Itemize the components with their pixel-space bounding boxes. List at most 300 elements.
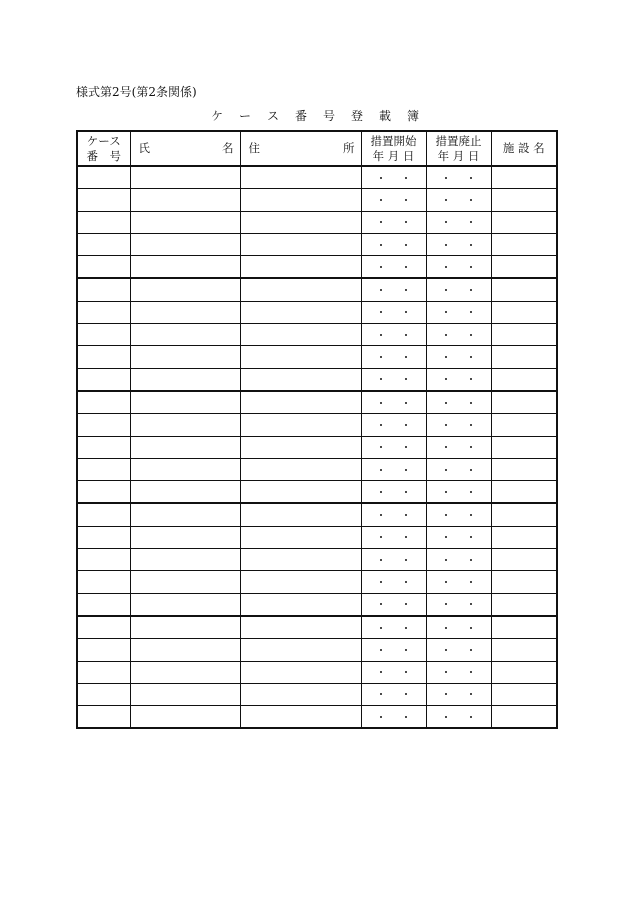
date-separator: ・ (440, 463, 452, 477)
address-cell[interactable] (240, 458, 361, 480)
register-row (77, 503, 557, 526)
start-date-cell[interactable] (361, 549, 426, 571)
document-title (0, 107, 630, 124)
date-separator: ・ (465, 171, 477, 185)
end-date-cell[interactable] (426, 683, 491, 705)
start-date-cell[interactable] (361, 211, 426, 233)
address-cell[interactable] (240, 368, 361, 391)
date-separator: ・ (400, 598, 412, 612)
date-separator: ・ (400, 193, 412, 207)
register-row (77, 233, 557, 255)
header-start-line2: 年 月 日 (372, 148, 415, 163)
facility-cell[interactable] (491, 301, 557, 323)
header-case-number (77, 131, 130, 166)
start-date-cell[interactable] (361, 503, 426, 526)
date-separator: ・ (465, 553, 477, 567)
case-number-cell[interactable] (77, 166, 130, 189)
address-cell[interactable] (240, 661, 361, 683)
case-number-cell[interactable] (77, 414, 130, 436)
name-cell[interactable] (130, 346, 240, 368)
start-date-cell[interactable] (361, 481, 426, 504)
name-cell[interactable] (130, 368, 240, 391)
start-date-cell[interactable] (361, 346, 426, 368)
date-separator: ・ (465, 216, 477, 230)
register-row (77, 639, 557, 661)
case-number-cell[interactable] (77, 683, 130, 705)
register-row (77, 616, 557, 639)
date-separator: ・ (465, 418, 477, 432)
document-title-char: 載 (379, 109, 392, 123)
start-date-cell[interactable] (361, 414, 426, 436)
name-cell[interactable] (130, 256, 240, 279)
end-date-cell[interactable] (426, 458, 491, 480)
address-cell[interactable] (240, 211, 361, 233)
end-date-cell[interactable] (426, 639, 491, 661)
date-separator: ・ (465, 351, 477, 365)
header-end-date (426, 131, 491, 166)
name-cell[interactable] (130, 549, 240, 571)
address-cell[interactable] (240, 189, 361, 211)
date-separator: ・ (375, 509, 387, 523)
date-separator: ・ (465, 260, 477, 274)
date-separator: ・ (375, 710, 387, 724)
date-separator: ・ (440, 688, 452, 702)
start-date-cell[interactable] (361, 661, 426, 683)
date-separator: ・ (375, 441, 387, 455)
start-date-cell[interactable] (361, 391, 426, 414)
address-cell[interactable] (240, 616, 361, 639)
case-number-cell[interactable] (77, 233, 130, 255)
date-separator: ・ (400, 485, 412, 499)
date-separator: ・ (440, 598, 452, 612)
case-number-cell[interactable] (77, 571, 130, 593)
end-date-cell[interactable] (426, 414, 491, 436)
date-separator: ・ (440, 328, 452, 342)
date-separator: ・ (400, 553, 412, 567)
address-cell[interactable] (240, 549, 361, 571)
facility-cell[interactable] (491, 639, 557, 661)
date-separator: ・ (375, 373, 387, 387)
date-separator: ・ (400, 710, 412, 724)
name-cell[interactable] (130, 233, 240, 255)
register-row (77, 368, 557, 391)
case-number-cell[interactable] (77, 458, 130, 480)
date-separator: ・ (400, 373, 412, 387)
register-row (77, 278, 557, 301)
name-cell[interactable] (130, 391, 240, 414)
date-separator: ・ (465, 621, 477, 635)
facility-cell[interactable] (491, 661, 557, 683)
date-separator: ・ (375, 284, 387, 298)
date-separator: ・ (465, 643, 477, 657)
name-cell[interactable] (130, 639, 240, 661)
name-cell[interactable] (130, 278, 240, 301)
register-row (77, 549, 557, 571)
name-cell[interactable] (130, 481, 240, 504)
case-number-cell[interactable] (77, 346, 130, 368)
name-cell[interactable] (130, 706, 240, 729)
document-title-char: ー (238, 109, 251, 123)
case-number-cell[interactable] (77, 278, 130, 301)
name-cell[interactable] (130, 661, 240, 683)
register-row (77, 189, 557, 211)
end-date-cell[interactable] (426, 256, 491, 279)
end-date-cell[interactable] (426, 436, 491, 458)
case-number-cell[interactable] (77, 301, 130, 323)
address-cell[interactable] (240, 503, 361, 526)
document-title-char: 登 (351, 109, 364, 123)
name-cell[interactable] (130, 301, 240, 323)
document-title-char: ス (266, 109, 279, 123)
facility-cell[interactable] (491, 166, 557, 189)
register-row (77, 683, 557, 705)
register-row (77, 458, 557, 480)
end-date-cell[interactable] (426, 346, 491, 368)
name-cell[interactable] (130, 211, 240, 233)
date-separator: ・ (375, 531, 387, 545)
case-number-cell[interactable] (77, 616, 130, 639)
date-separator: ・ (440, 621, 452, 635)
date-separator: ・ (465, 598, 477, 612)
name-cell[interactable] (130, 414, 240, 436)
start-date-cell[interactable] (361, 436, 426, 458)
facility-cell[interactable] (491, 706, 557, 729)
register-row (77, 593, 557, 616)
register-row (77, 324, 557, 346)
name-cell[interactable] (130, 324, 240, 346)
date-separator: ・ (400, 306, 412, 320)
name-cell[interactable] (130, 683, 240, 705)
date-separator: ・ (440, 666, 452, 680)
case-number-cell[interactable] (77, 549, 130, 571)
header-row (77, 131, 557, 166)
facility-cell[interactable] (491, 683, 557, 705)
address-cell[interactable] (240, 166, 361, 189)
date-separator: ・ (440, 553, 452, 567)
register-row (77, 436, 557, 458)
register-row (77, 481, 557, 504)
start-date-cell[interactable] (361, 683, 426, 705)
end-date-cell[interactable] (426, 593, 491, 616)
date-separator: ・ (375, 238, 387, 252)
header-name-left: 氏 (138, 141, 150, 155)
date-separator: ・ (400, 575, 412, 589)
case-number-cell[interactable] (77, 639, 130, 661)
facility-cell[interactable] (491, 233, 557, 255)
facility-cell[interactable] (491, 593, 557, 616)
case-number-cell[interactable] (77, 436, 130, 458)
date-separator: ・ (465, 575, 477, 589)
end-date-cell[interactable] (426, 278, 491, 301)
start-date-cell[interactable] (361, 233, 426, 255)
date-separator: ・ (465, 688, 477, 702)
address-cell[interactable] (240, 301, 361, 323)
facility-cell[interactable] (491, 481, 557, 504)
facility-cell[interactable] (491, 503, 557, 526)
date-separator: ・ (400, 216, 412, 230)
register-row (77, 414, 557, 436)
date-separator: ・ (400, 441, 412, 455)
register-row (77, 256, 557, 279)
address-cell[interactable] (240, 526, 361, 548)
start-date-cell[interactable] (361, 301, 426, 323)
date-separator: ・ (400, 666, 412, 680)
date-separator: ・ (375, 418, 387, 432)
address-cell[interactable] (240, 436, 361, 458)
address-cell[interactable] (240, 346, 361, 368)
date-separator: ・ (440, 396, 452, 410)
date-separator: ・ (440, 441, 452, 455)
date-separator: ・ (465, 531, 477, 545)
header-start-line1: 措置開始 (370, 133, 417, 148)
facility-cell[interactable] (491, 526, 557, 548)
address-cell[interactable] (240, 639, 361, 661)
date-separator: ・ (375, 328, 387, 342)
register-row (77, 571, 557, 593)
date-separator: ・ (440, 260, 452, 274)
date-separator: ・ (375, 666, 387, 680)
date-separator: ・ (440, 238, 452, 252)
register-body (77, 166, 557, 728)
address-cell[interactable] (240, 256, 361, 279)
date-separator: ・ (375, 463, 387, 477)
date-separator: ・ (375, 171, 387, 185)
date-separator: ・ (400, 418, 412, 432)
start-date-cell[interactable] (361, 706, 426, 729)
register-row (77, 706, 557, 729)
date-separator: ・ (375, 598, 387, 612)
address-cell[interactable] (240, 481, 361, 504)
facility-cell[interactable] (491, 189, 557, 211)
register-row (77, 301, 557, 323)
date-separator: ・ (375, 260, 387, 274)
date-separator: ・ (400, 463, 412, 477)
end-date-cell[interactable] (426, 706, 491, 729)
date-separator: ・ (440, 643, 452, 657)
name-cell[interactable] (130, 436, 240, 458)
date-separator: ・ (465, 441, 477, 455)
document-title-char: 番 (294, 109, 307, 123)
case-number-cell[interactable] (77, 593, 130, 616)
case-number-cell[interactable] (77, 391, 130, 414)
date-separator: ・ (375, 306, 387, 320)
facility-cell[interactable] (491, 256, 557, 279)
start-date-cell[interactable] (361, 616, 426, 639)
date-separator: ・ (400, 688, 412, 702)
date-separator: ・ (375, 575, 387, 589)
facility-cell[interactable] (491, 391, 557, 414)
name-cell[interactable] (130, 166, 240, 189)
header-end-line2: 年 月 日 (437, 148, 480, 163)
date-separator: ・ (440, 509, 452, 523)
date-separator: ・ (375, 216, 387, 230)
case-number-cell[interactable] (77, 368, 130, 391)
end-date-cell[interactable] (426, 481, 491, 504)
case-number-cell[interactable] (77, 189, 130, 211)
name-cell[interactable] (130, 571, 240, 593)
facility-cell[interactable] (491, 414, 557, 436)
date-separator: ・ (465, 666, 477, 680)
date-separator: ・ (400, 328, 412, 342)
date-separator: ・ (440, 193, 452, 207)
date-separator: ・ (400, 171, 412, 185)
date-separator: ・ (375, 688, 387, 702)
header-address (240, 131, 361, 166)
case-number-cell[interactable] (77, 526, 130, 548)
register-row (77, 346, 557, 368)
date-separator: ・ (465, 306, 477, 320)
case-number-cell[interactable] (77, 481, 130, 504)
date-separator: ・ (440, 284, 452, 298)
name-cell[interactable] (130, 593, 240, 616)
register-row (77, 526, 557, 548)
case-number-cell[interactable] (77, 211, 130, 233)
date-separator: ・ (465, 509, 477, 523)
name-cell[interactable] (130, 458, 240, 480)
date-separator: ・ (375, 485, 387, 499)
name-cell[interactable] (130, 526, 240, 548)
date-separator: ・ (375, 621, 387, 635)
address-cell[interactable] (240, 571, 361, 593)
start-date-cell[interactable] (361, 324, 426, 346)
date-separator: ・ (465, 396, 477, 410)
header-end-line1: 措置廃止 (435, 133, 482, 148)
date-separator: ・ (400, 621, 412, 635)
date-separator: ・ (440, 418, 452, 432)
end-date-cell[interactable] (426, 661, 491, 683)
date-separator: ・ (440, 171, 452, 185)
facility-cell[interactable] (491, 549, 557, 571)
end-date-cell[interactable] (426, 391, 491, 414)
case-number-cell[interactable] (77, 324, 130, 346)
name-cell[interactable] (130, 189, 240, 211)
end-date-cell[interactable] (426, 526, 491, 548)
date-separator: ・ (440, 575, 452, 589)
date-separator: ・ (400, 509, 412, 523)
case-number-cell[interactable] (77, 503, 130, 526)
date-separator: ・ (375, 351, 387, 365)
header-case-number-line2: 番 号 (86, 148, 121, 163)
end-date-cell[interactable] (426, 368, 491, 391)
date-separator: ・ (440, 710, 452, 724)
register-row (77, 211, 557, 233)
date-separator: ・ (440, 216, 452, 230)
date-separator: ・ (465, 373, 477, 387)
facility-cell[interactable] (491, 211, 557, 233)
header-address-left: 住 (248, 141, 260, 155)
date-separator: ・ (400, 284, 412, 298)
form-id-label: 様式第2号(第2条関係) (76, 85, 197, 99)
date-separator: ・ (465, 238, 477, 252)
address-cell[interactable] (240, 233, 361, 255)
date-separator: ・ (440, 306, 452, 320)
address-cell[interactable] (240, 683, 361, 705)
date-separator: ・ (400, 531, 412, 545)
document-title-char: 簿 (407, 109, 420, 123)
address-cell[interactable] (240, 324, 361, 346)
end-date-cell[interactable] (426, 549, 491, 571)
date-separator: ・ (440, 351, 452, 365)
date-separator: ・ (465, 710, 477, 724)
end-date-cell[interactable] (426, 211, 491, 233)
start-date-cell[interactable] (361, 571, 426, 593)
start-date-cell[interactable] (361, 368, 426, 391)
address-cell[interactable] (240, 278, 361, 301)
date-separator: ・ (400, 396, 412, 410)
date-separator: ・ (465, 328, 477, 342)
header-address-right: 所 (343, 141, 355, 155)
facility-cell[interactable] (491, 278, 557, 301)
start-date-cell[interactable] (361, 458, 426, 480)
facility-cell[interactable] (491, 346, 557, 368)
end-date-cell[interactable] (426, 324, 491, 346)
end-date-cell[interactable] (426, 503, 491, 526)
facility-cell[interactable] (491, 324, 557, 346)
date-separator: ・ (400, 643, 412, 657)
case-number-cell[interactable] (77, 706, 130, 729)
name-cell[interactable] (130, 503, 240, 526)
header-name (130, 131, 240, 166)
register-row (77, 391, 557, 414)
case-number-register-table (76, 130, 558, 729)
end-date-cell[interactable] (426, 189, 491, 211)
date-separator: ・ (400, 238, 412, 252)
date-separator: ・ (375, 193, 387, 207)
register-row (77, 166, 557, 189)
start-date-cell[interactable] (361, 166, 426, 189)
header-case-number-line1: ケース (86, 133, 121, 148)
address-cell[interactable] (240, 593, 361, 616)
document-title-char: ケ (210, 109, 223, 123)
date-separator: ・ (465, 193, 477, 207)
case-number-cell[interactable] (77, 661, 130, 683)
date-separator: ・ (400, 351, 412, 365)
date-separator: ・ (465, 485, 477, 499)
address-cell[interactable] (240, 706, 361, 729)
facility-cell[interactable] (491, 458, 557, 480)
header-start-date (361, 131, 426, 166)
end-date-cell[interactable] (426, 301, 491, 323)
start-date-cell[interactable] (361, 278, 426, 301)
date-separator: ・ (400, 260, 412, 274)
end-date-cell[interactable] (426, 616, 491, 639)
end-date-cell[interactable] (426, 571, 491, 593)
start-date-cell[interactable] (361, 593, 426, 616)
date-separator: ・ (375, 643, 387, 657)
date-separator: ・ (465, 284, 477, 298)
facility-cell[interactable] (491, 616, 557, 639)
date-separator: ・ (440, 373, 452, 387)
end-date-cell[interactable] (426, 166, 491, 189)
name-cell[interactable] (130, 616, 240, 639)
header-facility: 施 設 名 (491, 131, 557, 166)
start-date-cell[interactable] (361, 639, 426, 661)
start-date-cell[interactable] (361, 189, 426, 211)
start-date-cell[interactable] (361, 526, 426, 548)
address-cell[interactable] (240, 391, 361, 414)
facility-cell[interactable] (491, 436, 557, 458)
date-separator: ・ (375, 396, 387, 410)
facility-cell[interactable] (491, 571, 557, 593)
date-separator: ・ (440, 485, 452, 499)
facility-cell[interactable] (491, 368, 557, 391)
date-separator: ・ (465, 463, 477, 477)
case-number-cell[interactable] (77, 256, 130, 279)
address-cell[interactable] (240, 414, 361, 436)
end-date-cell[interactable] (426, 233, 491, 255)
start-date-cell[interactable] (361, 256, 426, 279)
register-row (77, 661, 557, 683)
